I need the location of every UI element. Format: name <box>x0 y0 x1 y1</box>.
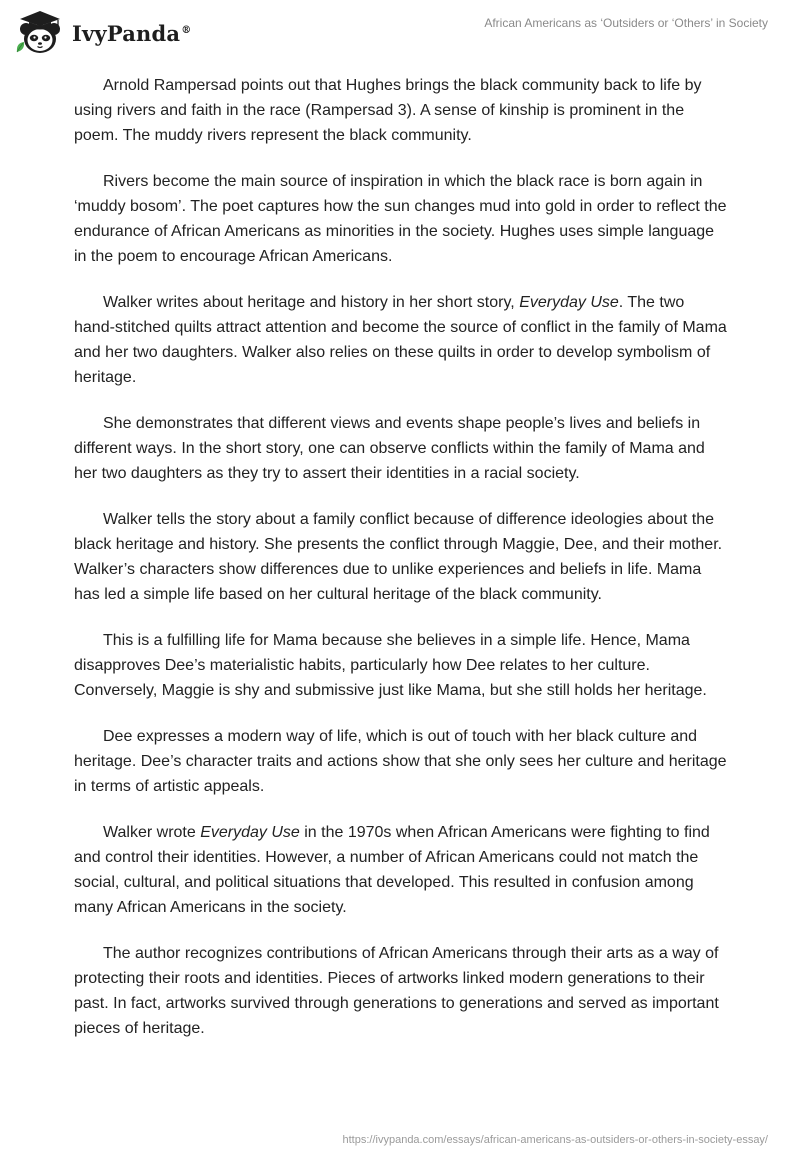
paragraph <box>74 411 728 486</box>
paragraph-text: She demonstrates that different views and events shape people’s lives and beliefs in different ways. In the short story, one can observe conflicts within the family of Mama and her two daughters as they try to assert their identities in a racial society. <box>74 415 705 482</box>
paragraph <box>74 941 728 1041</box>
paragraph <box>74 507 728 607</box>
paragraph-text: Walker wrote <box>103 824 201 841</box>
registered-mark: ® <box>181 24 192 36</box>
footer-url[interactable]: https://ivypanda.com/essays/african-americans-as-outsiders-or-others-in-society-essay/ <box>342 1134 768 1146</box>
italic-title: Everyday Use <box>200 824 300 841</box>
running-title: African Americans as ‘Outsiders or ‘Others’ in Society <box>484 16 768 30</box>
panda-graduation-cap-icon <box>14 8 66 56</box>
brand-name <box>72 21 191 46</box>
paragraph <box>74 820 728 920</box>
paragraph <box>74 290 728 390</box>
paragraph-text: The author recognizes contributions of African Americans through their arts as a way of protecting their roots and identities. Pieces of artworks linked modern generations to their past. In fact, artworks survived through generations to generations and served as important pieces of heritage. <box>74 945 719 1037</box>
paragraph <box>74 169 728 269</box>
page-header <box>0 0 800 60</box>
paragraph <box>74 73 728 148</box>
paragraph-text: in the 1970s when African Americans were fighting to find and control their identities. However, a number of African Americans could not match the social, cultural, and political situations that developed. This resulted in confusion among many African Americans in the society. <box>74 824 710 916</box>
paragraph-text: Dee expresses a modern way of life, which is out of touch with her black culture and heritage. Dee’s character traits and actions show that she only sees her culture and heritage in terms of artistic appeals. <box>74 728 727 795</box>
paragraph <box>74 724 728 799</box>
paragraph-text: Walker writes about heritage and history in her short story, <box>103 294 520 311</box>
paragraph-text: Arnold Rampersad points out that Hughes brings the black community back to life by using rivers and faith in the race (Rampersad 3). A sense of kinship is prominent in the poem. The muddy rivers represent the black community. <box>74 77 702 144</box>
paragraph-text: Walker tells the story about a family conflict because of difference ideologies about the black heritage and history. She presents the conflict through Maggie, Dee, and their mother. Walker’s characters show differences due to unlike experiences and beliefs in life. Mama has led a simple life based on her cultural heritage of the black community. <box>74 511 723 603</box>
essay-body <box>74 73 728 1062</box>
paragraph-text: . The two hand-stitched quilts attract attention and become the source of conflict in the family of Mama and her two daughters. Walker also relies on these quilts in order to develop symbolism of heritage. <box>74 294 727 386</box>
ivypanda-logo[interactable] <box>14 8 191 56</box>
paragraph <box>74 628 728 703</box>
brand-name-text: IvyPanda <box>72 20 181 46</box>
paragraph-text: Rivers become the main source of inspiration in which the black race is born again in ‘muddy bosom’. The poet captures how the sun changes mud into gold in order to reflect the endurance of African Americans as minorities in the society. Hughes uses simple language in the poem to encourage African Americans. <box>74 173 727 265</box>
italic-title: Everyday Use <box>519 294 619 311</box>
paragraph-text: This is a fulfilling life for Mama because she believes in a simple life. Hence, Mama disapproves Dee’s materialistic habits, particularly how Dee relates to her culture. Conversely, Maggie is shy and submissive just like Mama, but she still holds her heritage. <box>74 632 707 699</box>
